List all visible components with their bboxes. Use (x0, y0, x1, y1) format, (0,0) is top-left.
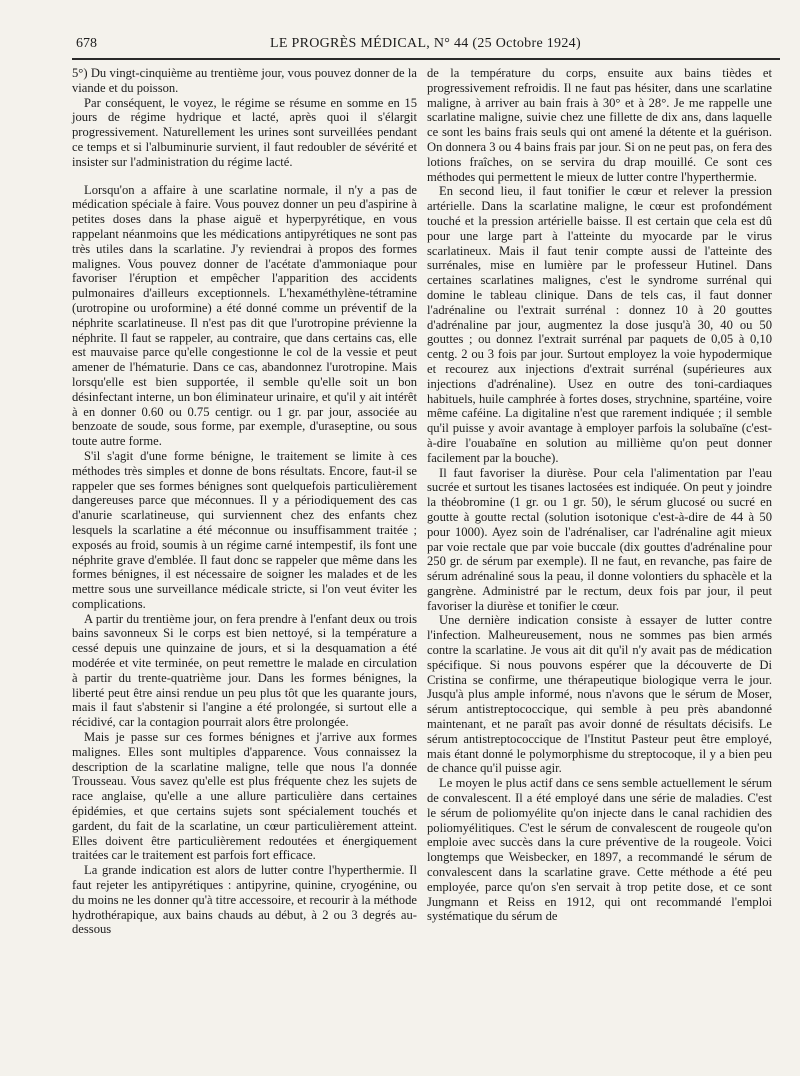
paragraph: S'il s'agit d'une forme bénigne, le traitement se limite à ces méthodes très simples et donne de bons résultats. Encore, faut-il se rappeler que ses formes bénignes sont quelquefois particulièrement dangereuses parce que méconnues. Il y a périodiquement des cas d'anurie scarlatineuse, qui surviennent chez des enfants chez lesquels la scarlatine a été méconnue ou insuffisamment traitée ; exposés au froid, soumis à un régime carné intempestif, ils font une néphrite grave d'emblée. Il faut donc se rappeler que même dans les formes bénignes, il est nécessaire de soigner les malades et de les mettre sous une surveillance médicale stricte, si l'on veut éviter les complications. (72, 448, 417, 611)
left-column (72, 66, 417, 937)
paragraph: A partir du trentième jour, on fera prendre à l'enfant deux ou trois bains savonneux Si le corps est bien nettoyé, si la température a cessé depuis une quinzaine de jours, et si la desquamation a été modérée et vite terminée, on peut remettre le malade en circulation à partir du trente-quatrième jour. Dans les formes bénignes, la liberté peut être ainsi rendue un peu plus tôt que les quarante jours, mais il faut s'abstenir si l'angine a été prolongée, si surtout elle a récidivé, car la contagion pourrait alors être prolongée. (72, 611, 417, 730)
paragraph: Lorsqu'on a affaire à une scarlatine normale, il n'y a pas de médication spéciale à faire. Vous pouvez donner un peu d'aspirine à petites doses dans la phase aiguë et hyperpyrétique, en vous rappelant néanmoins que les médications antipyrétiques ne sont pas très utiles dans la scarlatine. J'y reviendrai à propos des formes malignes. Vous pouvez donner de l'acétate d'ammoniaque pour favoriser l'éruption et empêcher l'apparition des accidents pulmonaires d'ailleurs exceptionnels. L'hexaméthylène-tétramine (urotropine ou uroformine) a été donné comme un préventif de la néphrite scarlatineuse. Il n'est pas dit que l'urotropine prévienne la néphrite. Il faut se rappeler, au contraire, que dans certains cas, elle est mauvaise parce qu'elle congestionne le col de la vessie et peut amener de l'hématurie. Dans ce cas, abandonnez l'urotropine. Mais lorsqu'elle est bien supportée, il semble qu'elle soit un bon désinfectant interne, un bon éliminateur urinaire, et qu'il y ait intérêt à en donner 0.60 ou 0.75 centigr. ou 1 gr. par jour, associée au benzoate de soude, sous forme, par exemple, d'uraseptine, ou sous toute autre forme. (72, 182, 417, 449)
paragraph: Une dernière indication consiste à essayer de lutter contre l'infection. Malheureusement, nous ne sommes pas bien armés contre la scarlatine. Je vous ait dit qu'il n'y avait pas de médication spécifique. Si nous pouvons espérer que la découverte de Di Cristina se confirme, une thérapeutique biologique verra le jour. Jusqu'à plus ample informé, nous n'avons que le sérum de Moser, sérum antistreptococcique, qui semble à peu près abandonné maintenant, et ne paraît pas avoir donné de résultats décisifs. Le sérum antistreptococcique de l'Institut Pasteur peut être employé, mais étant donné le polymorphisme du streptocoque, il y a bien peu de chance qu'il puisse agir. (427, 613, 772, 776)
page-number: 678 (76, 36, 97, 51)
right-column (427, 66, 772, 924)
paragraph: Le moyen le plus actif dans ce sens semble actuellement le sérum de convalescent. Il a été employé dans une série de maladies. C'est le sérum de poliomyélite qu'on injecte dans le canal rachidien des poliomyélitiques. C'est le sérum de convalescent de rougeole qu'on emploie avec succès dans la cure préventive de la rougeole. Voici longtemps que Weisbecker, en 1897, a recommandé le sérum de convalescent dans la scarlatine grave. Cette méthode a été peu employée, parce qu'on s'en servait à trop petite dose, et ce sont Jungmann et Reiss en 1912, qui ont recommandé l'emploi systématique du sérum de (427, 776, 772, 924)
running-title: LE PROGRÈS MÉDICAL, N° 44 (25 Octobre 1924) (270, 36, 581, 51)
page-header (70, 33, 782, 55)
paragraph: Il faut favoriser la diurèse. Pour cela l'alimentation par l'eau sucrée et surtout les tisanes lactosées est indiquée. On peut y joindre la théobromine (1 gr. ou 1 gr. 50), le sérum glucosé ou sucré en goutte à goutte rectal (solution isotonique c'est-à-dire de 44 à 50 pour 1000). Ayez soin de l'adrénaliser, car l'adrénaline agit mieux par voie rectale que par voie buccale (dix gouttes d'adrénaline pour 250 gr. de sérum par exemple). Il ne faut, en revanche, pas faire de sérum adrénaliné sous la peau, il donne volontiers du sphacèle et la gangrène. Administré par le rectum, deux fois par jour, il peut favoriser la diurèse et tonifier le cœur. (427, 465, 772, 613)
paragraph: 5°) Du vingt-cinquième au trentième jour, vous pouvez donner de la viande et du poisson. (72, 66, 417, 95)
paragraph: Par conséquent, le voyez, le régime se résume en somme en 15 jours de régime hydrique et lacté, après quoi il s'élargit progressivement. Naturellement les urines sont surveillées pendant ce temps et si l'albuminurie survient, il faut redoubler de sévérité et insister sur l'administration du régime lacté. (72, 95, 417, 169)
paragraph: En second lieu, il faut tonifier le cœur et relever la pression artérielle. Dans la scarlatine maligne, le cœur est profondément touché et la pression artérielle baisse. Il est certain que cela est dû pour une large part à l'atteinte du myocarde par le virus scarlatineux. Mais il faut tenir compte aussi de l'atteinte des surrénales, mise en lumière par le professeur Hutinel. Dans certaines scarlatines malignes, c'est le syndrome surrénal qui domine le tableau clinique. Dans de tels cas, il faut donner l'adrénaline ou l'extrait surrénal : donnez 10 à 20 gouttes d'adrénaline par jour, augmentez la dose jusqu'à 30, 40 ou 50 gouttes ; ou donnez l'extrait surrénal par paquets de 0,05 à 0,10 centg. 2 ou 3 fois par jour. Surtout employez la voie hypodermique et recourez aux injections d'extrait surrénal (supérieures aux injections d'adrénaline). Usez en outre des toni-cardiaques habituels, huile camphrée à fortes doses, strychnine, spartéine, voire même caféine. La digitaline n'est que rarement indiquée ; il semble qu'il puisse y avoir avantage à employer parfois la solubaïne (c'est-à-dire l'ouabaïne en solution au millième qu'on peut donner facilement par la bouche). (427, 184, 772, 465)
paragraph: Mais je passe sur ces formes bénignes et j'arrive aux formes malignes. Elles sont multiples d'apparence. Vous connaissez la description de la scarlatine maligne, telle que nous l'a donnée Trousseau. Vous savez qu'elle est plus fréquente chez les sujets de race anglaise, qu'elle a une allure particulière dans certaines épidémies, et que certains sujets sont spécialement touchés et gardent, du fait de la scarlatine, un cœur particulièrement atteint. Elles doivent être particulièrement redoutées et énergiquement traitées car le traitement est parfois fort efficace. (72, 730, 417, 863)
header-rule (72, 58, 780, 60)
paragraph: de la température du corps, ensuite aux bains tièdes et progressivement refroidis. Il ne faut pas hésiter, dans une scarlatine maligne, à arriver au bain frais à 30° et à 28°. Je me rappelle une scarlatine maligne, suivie chez une fillette de dix ans, dans laquelle ce sont les bains frais seuls qui ont amené la détente et la guérison. On donnera 3 ou 4 bains frais par jour. Si on ne peut pas, on fera des lotions fraîches, on se servira du drap mouillé. Ce sont ces méthodes qui permettent le mieux de lutter contre l'hyperthermie. (427, 66, 772, 184)
paragraph: La grande indication est alors de lutter contre l'hyperthermie. Il faut rejeter les antipyrétiques : antipyrine, quinine, cryogénine, ou du moins ne les donner qu'à titre accessoire, et recourir à la méthode hydrothérapique, aux bains chauds au début, à 2 ou 3 degrés au-dessous (72, 863, 417, 937)
